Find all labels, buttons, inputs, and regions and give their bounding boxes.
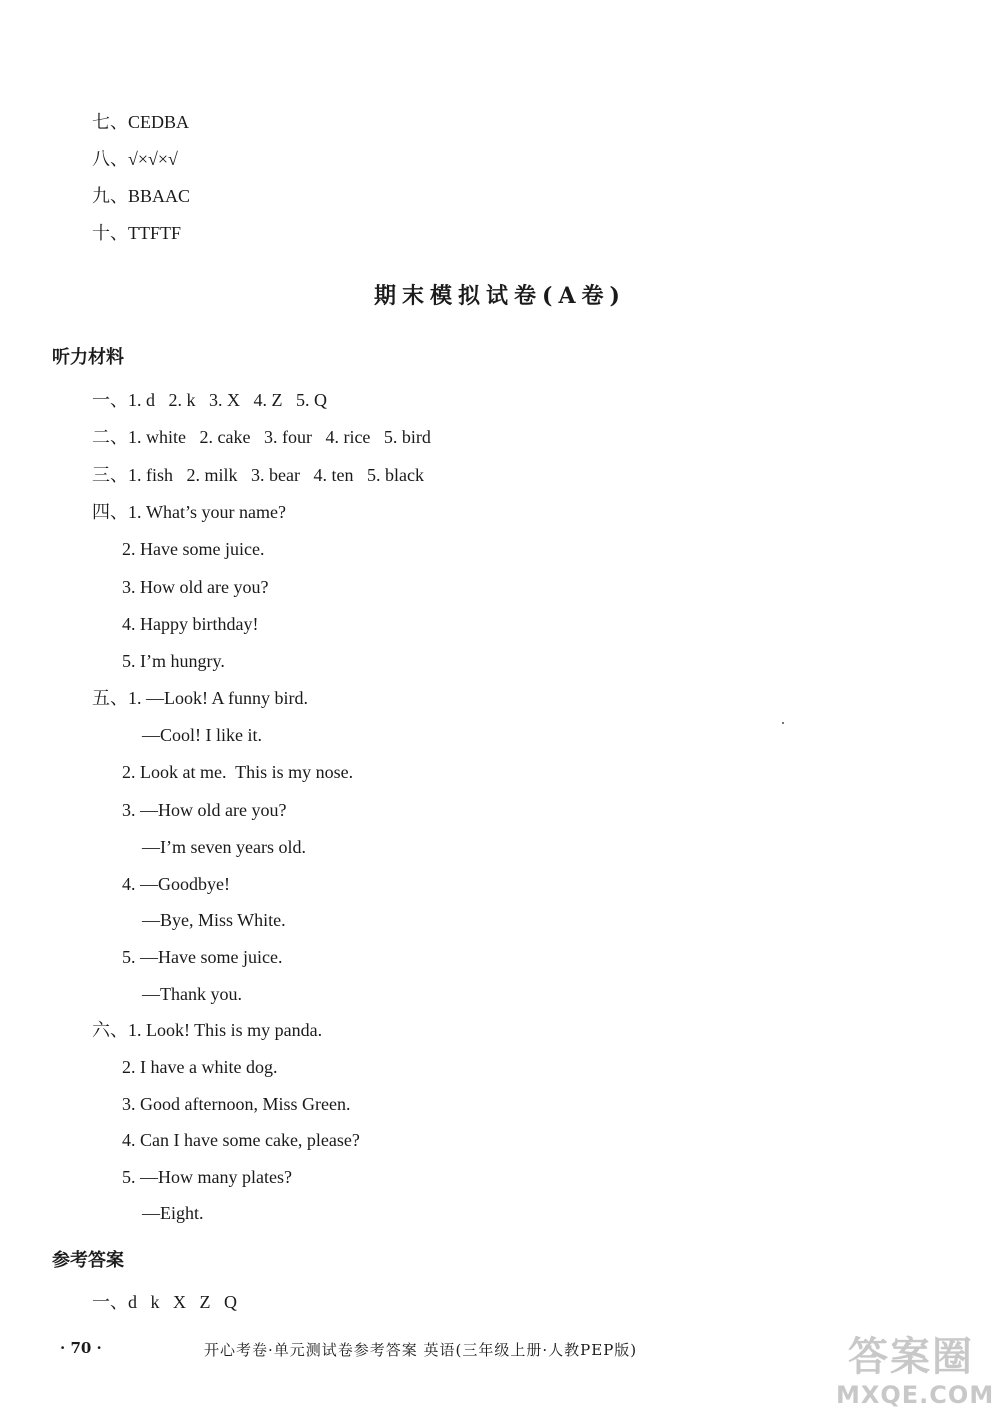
listening-line: —I’m seven years old. [142, 837, 306, 857]
listening-line: —Bye, Miss White. [142, 910, 286, 930]
listening-line: 4. —Goodbye! [122, 874, 230, 894]
listening-line: 5. —How many plates? [122, 1167, 292, 1187]
page-number: · 70 · [60, 1339, 102, 1357]
listening-line: 4. Can I have some cake, please? [122, 1130, 360, 1150]
listening-line: —Cool! I like it. [142, 725, 262, 745]
answer-line-7: 七、CEDBA [92, 112, 190, 132]
section-title: 期末模拟试卷(A卷) [374, 283, 626, 309]
listening-line: 四、1. What’s your name? [92, 502, 286, 522]
watermark-logo [836, 1333, 995, 1419]
answer-line-9: 九、BBAAC [92, 186, 191, 206]
listening-heading: 听力材料 [52, 347, 124, 368]
stray-dot [782, 722, 784, 724]
listening-line: 3. How old are you? [122, 577, 269, 597]
listening-line: 4. Happy birthday! [122, 614, 259, 634]
listening-line: 2. Look at me. This is my nose. [122, 762, 354, 782]
listening-line: 2. I have a white dog. [122, 1057, 278, 1077]
answer-line-10: 十、TTFTF [92, 223, 182, 243]
watermark-bottom: MXQE.COM [836, 1381, 995, 1409]
answers-heading: 参考答案 [52, 1250, 124, 1271]
listening-line: 二、1. white 2. cake 3. four 4. rice 5. bird [92, 427, 431, 447]
listening-line: 五、1. —Look! A funny bird. [92, 688, 308, 708]
footer-text: 开心考卷·单元测试卷参考答案 英语(三年级上册·人教PEP版) [204, 1341, 638, 1359]
listening-line: —Thank you. [142, 984, 242, 1004]
watermark-top: 答案圈 [848, 1334, 974, 1380]
listening-line: —Eight. [142, 1203, 204, 1223]
listening-line: 三、1. fish 2. milk 3. bear 4. ten 5. black [92, 465, 424, 485]
listening-line: 3. Good afternoon, Miss Green. [122, 1094, 351, 1114]
listening-line: 六、1. Look! This is my panda. [92, 1020, 323, 1040]
listening-line: 一、1. d 2. k 3. X 4. Z 5. Q [92, 390, 327, 410]
listening-line: 5. —Have some juice. [122, 947, 283, 967]
listening-line: 2. Have some juice. [122, 539, 265, 559]
listening-line: 3. —How old are you? [122, 800, 287, 820]
answers-line-1: 一、d k X Z Q [92, 1292, 237, 1312]
listening-line: 5. I’m hungry. [122, 651, 225, 671]
answer-line-8: 八、√×√×√ [92, 149, 178, 169]
